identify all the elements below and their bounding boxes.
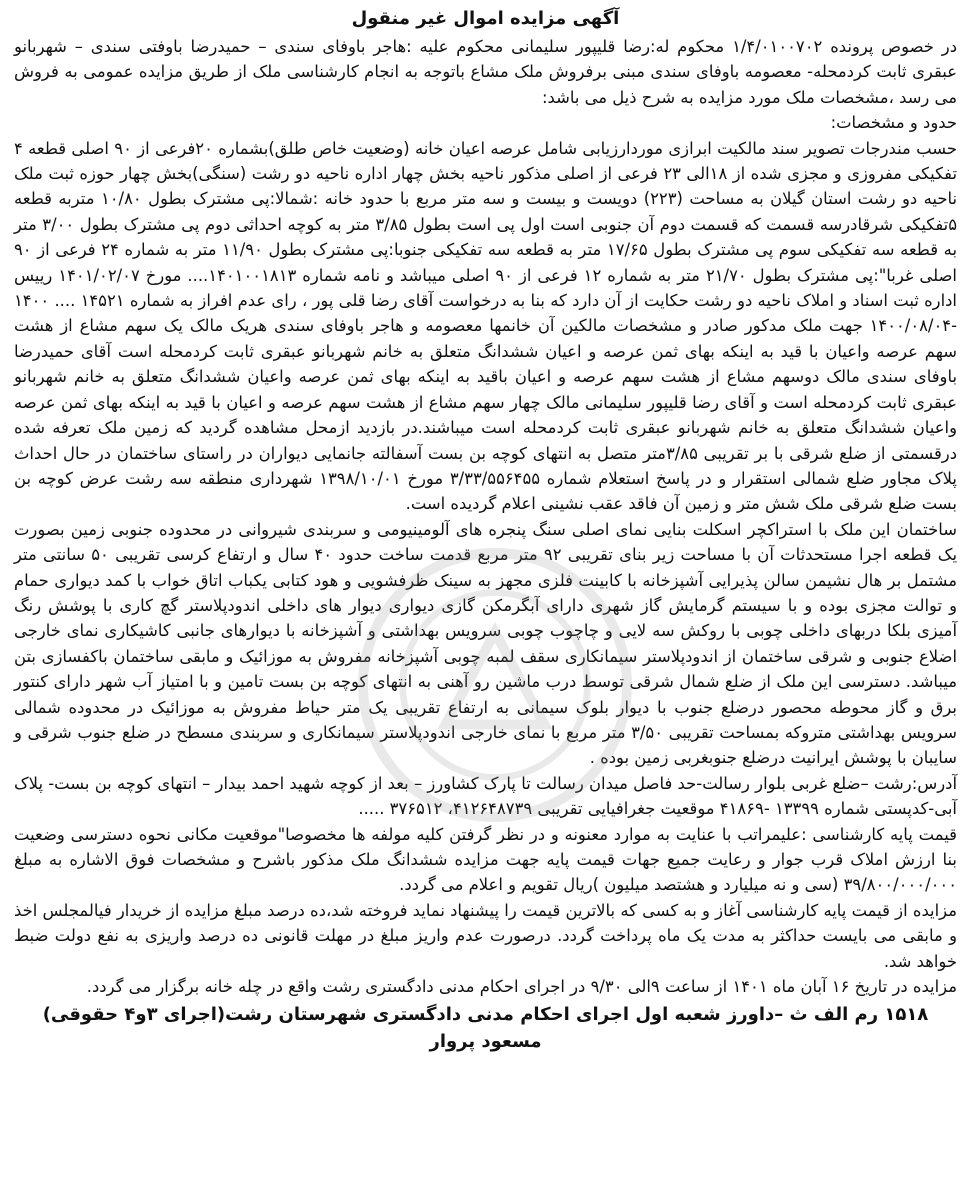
notice-body: [14, 34, 957, 999]
notice-footer: [14, 1001, 957, 1055]
building-description-paragraph: ساختمان این ملک با استراکچر اسکلت بنایی نمای اصلی سنگ پنجره های آلومینیومی و سربندی شیروانی در محدوده جنوبی زمین بصورت یک قطعه اجرا مستحدثات آن با مساحت زیر بنای تقریبی ۹۲ متر مربع قدمت ساخت حدود ۴۰ سال و ارتفاع کرسی تقریبی ۵۰ سانتی متر مشتمل بر هال نشیمن سالن پذیرایی آشپزخانه با کابینت فلزی مجهز به سینک ظرفشویی و هود کتابی یکباب اتاق خواب با کمد دیواری حمام و توالت مجزی بوده و با سیستم گرمایش گاز شهری دارای آبگرمکن گازی دیواری دیوار های داخلی اندودپلاستر گچ کاری با پوشش رنگ آمیزی بلکا دربهای داخلی چوبی با روکش سه لایی و چاچوب چوبی سرویس بهداشتی و آشپزخانه با دیوارهای جانبی کاشیکاری نمای خارجی اضلاع جنوبی و شرقی ساختمان از اندودپلاستر سیمانکاری سقف لمبه چوبی آشپزخانه مفروش به موزائیک و مابقی ساختمان باکفسازی بتن میباشد. دسترسی این ملک از ضلع شمال شرقی توسط درب ماشین رو آهنی به انتهای کوچه بن بست تامین و با امتیاز آب شهر دارای کنتور برق و گاز محوطه محصور درضلع جنوب با دیوار بلوک سیمانی به ارتفاع تقریبی یک متر حیاط مفروش به موزائیک در محدوده شمالی سرویس بهداشتی متروکه بمساحت تقریبی ۳/۵۰ متر مربع با نمای خارجی اندودپلاستر سیمانکاری و سربندی مسطح در ضلع جنوب شرقی و سایبان با پوشش ایرانیت درضلع جنوبغربی زمین بوده .: [14, 519, 958, 768]
boundaries-heading: حدود و مشخصات:: [830, 113, 957, 133]
intro-paragraph: در خصوص پرونده ۱/۴/۰۱۰۰۷۰۲ محکوم له:رضا قلیپور سلیمانی محکوم علیه :هاجر باوفای سندی – حمیدرضا باوفتی سندی – شهربانو عبقری ثابت کردمحله- معصومه باوفای سندی مبنی برفروش ملک مشاع باتوجه به انجام کارشناسی ملک از طریق مزایده عمومی به فروش می رسد ،مشخصات ملک مورد مزایده به شرح ذیل می باشد:: [14, 37, 957, 107]
signatory-name: مسعود پروار: [429, 1031, 542, 1053]
address-paragraph: آدرس:رشت –ضلع غربی بلوار رسالت-حد فاصل میدان رسالت تا پارک کشاورز – بعد از کوچه شهید احمد بیدار – انتهای کوچه بن بست- پلاک آبی-کدپستی شماره ۱۳۳۹۹ -۴۱۸۶۹ موقعیت جغرافیایی تقریبی ۴۱۲۶۴۸۷۳۹، ۳۷۶۵۱۲ .....: [14, 773, 957, 819]
base-price-paragraph: قیمت پایه کارشناسی :علیمراتب با عنایت به موارد معنونه و در نظر گرفتن کلیه مولفه ها مخصوصا"موقعیت مکانی نحوه دسترسی وضعیت بنا ارزش املاک قرب جوار و رعایت جمیع جهات قیمت پایه جهت مزایده ششدانگ ملک مذکور باشرح و مشخصات فوق الاشاره به مبلغ ۳۹/۸۰۰/۰۰۰/۰۰۰ (سی و نه میلیارد و هشتصد میلیون )ریال تقویم و اعلام می گردد.: [14, 824, 957, 895]
notice-title: آگهی مزایده اموال غیر منقول: [351, 8, 620, 29]
issuer-line: ۱۵۱۸ رم الف ث –داورز شعبه اول اجرای احکام مدنی دادگستری شهرستان رشت(اجرای ۳و۴ حقوقی): [42, 1004, 929, 1026]
auction-date-paragraph: مزایده در تاریخ ۱۶ آبان ماه ۱۴۰۱ از ساعت ۹الی ۹/۳۰ در اجرای احکام مدنی دادگستری رشت واقع در چله خانه برگزار می گردد.: [86, 977, 957, 997]
deed-details-paragraph: حسب مندرجات تصویر سند مالکیت ابرازی موردارزیابی شامل عرصه اعیان خانه (وضعیت خاص طلق)بشماره ۲۰فرعی از ۹۰ اصلی قطعه ۴ تفکیکی مفروزی و مجزی شده از ۱۸الی ۲۳ فرعی از اصلی مذکور ناحیه بخش چهار اداره ناحیه دو رشت (سنگی)بخش چهار حوزه ثبت ملک ناحیه دو رشت استان گیلان به مساحت (۲۲۳) دویست و بیست و سه متر مربع با حدود خانه :شمالا:پی مشترک بطول ۱۰/۸۰ متربه قطعه ۵تفکیکی شرقادرسه قسمت که قسمت دوم آن جنوبی است اول پی است بطول ۳/۸۵ متر به کوچه احداثی دوم پی مشترک بطول ۳/۰۰ متر به قطعه سه تفکیکی سوم پی مشترک بطول ۱۷/۶۵ متر به قطعه سه تفکیکی جنوبا:پی مشترک بطول ۱۱/۹۰ متر به شماره ۲۴ فرعی از ۹۰ اصلی غربا":پی مشترک بطول ۲۱/۷۰ متر به شماره ۱۲ فرعی از ۹۰ اصلی میباشد و نامه شماره ۱۴۰۱۰۰۱۸۱۳.... مورخ ۱۴۰۱/۰۲/۰۷ رییس اداره ثبت اسناد و املاک ناحیه دو رشت حکایت از آن دارد که بنا به درخواست آقای رضا قلی پور ، رای عدم افراز به شماره ۱۴۵۲۱ .... ۱۴۰۰ -۱۴۰۰/۰۸/۰۴ جهت ملک مدکور صادر و مشخصات مالکین آن خانمها معصومه و هاجر باوفای سندی هریک مالک یک سهم مشاع از هشت سهم عرصه واعیان با قید به اینکه بهای ثمن عرصه و اعیان ششدانگ متعلق به خانم شهربانو عبقری ثابت کردمحله است آقای حمیدرضا باوفای سندی مالک دوسهم مشاع از هشت سهم عرصه و اعیان باقید به اینکه بهای ثمن عرصه واعیان ششدانگ متعلق به خانم شهربانو عبقری ثابت کردمحله است و آقای رضا قلیپور سلیمانی مالک چهار سهم مشاع از هشت سهم عرصه و اعیان با قید به اینکه بهای ثمن عرصه واعیان ششدانگ متعلق به خانم شهربانو عبقری ثابت کردمحله است میباشند.در بازدید ازمحل مشاهده گردید که زمین ملک تعرفه شده درقسمتی از ضلع شرقی با بر تقریبی ۳/۸۵متر متصل به انتهای کوچه بن بست آسفالته جانمایی دیواران در راستای ساختمان در حال احداث پلاک مجاور ضلع شمالی استقرار و در پاسخ استعلام شماره ۳/۳۳/۵۵۶۴۵۵ مورخ ۱۳۹۸/۱۰/۰۱ شهرداری منطقه سه رشت عرض کوچه بن بست ضلع شرقی ملک شش متر و زمین آن فاقد عقب نشینی اعلام گردیده است.: [14, 138, 958, 514]
auction-terms-paragraph: مزایده از قیمت پایه کارشناسی آغاز و به کسی که بالاترین قیمت را پیشنهاد نماید فروخته شد،ده درصد مبلغ مزایده از خریدار فیالمجلس اخذ و مابقی می بایست حداکثر به مدت یک ماه پرداخت گردد. درصورت عدم واریز مبلغ در مهلت قانونی ده درصد واریزی به نفع دولت ضبط خواهد شد.: [14, 900, 957, 971]
